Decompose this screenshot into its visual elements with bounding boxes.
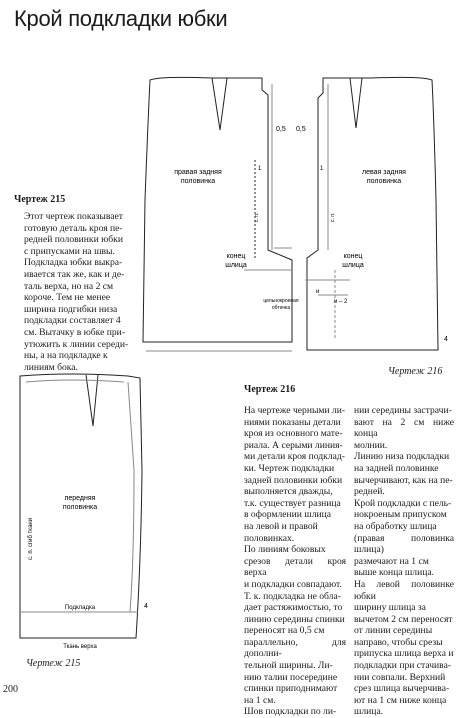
drawing-216-figure-label: Чертеж 216: [388, 366, 443, 377]
right-back-pattern: [143, 77, 292, 351]
left-back-pattern: [305, 77, 438, 350]
left-back-label-2: половинка: [366, 178, 402, 185]
slit-end-left-1: конец: [226, 253, 246, 260]
right-back-label-1: правая задняя: [174, 169, 222, 176]
dim-i: и: [316, 289, 320, 295]
left-back-label-1: левая задняя: [362, 169, 406, 176]
fold-label: с. п. сгиб ткани: [28, 517, 34, 560]
drawing-216-caption: Чертеж 216: [244, 384, 296, 395]
slit-end-right-2: шлица: [342, 262, 364, 269]
dim-1-left: 1: [320, 166, 324, 172]
dim-05-right: 0,5: [276, 126, 286, 133]
drawing-216-text-col2: нии середины застрачи- вают на 2 см ниже конца молнии. Линию низа подкладки на задней половинке вычерчивают, как на пе- редней. Крой подкладки с пель- нокроеным припуском на обработку шлица (правая половинка шлица) размечают на 1 см выше конца шлица. На левой половинке юбки ширину шлица за вычетом 2 см переносят от линии середины направо, чтобы срезы припуска шлица верха и подкладки при стачива- нии совпали. Верхний срез шлица вычерчива- ют на 1 см ниже конца шлица.: [354, 405, 454, 718]
front-label-2: половинка: [62, 504, 98, 511]
one-piece-facing-1: цельнокроеная: [263, 298, 299, 304]
one-piece-facing-2: обтачка: [271, 305, 291, 311]
page-title: Крой подкладки юбки: [14, 6, 228, 31]
dim-05-left: 0,5: [296, 126, 306, 133]
dim-4-215: 4: [144, 603, 148, 610]
front-label-1: передняя: [64, 495, 96, 502]
sp-right: с. п.: [254, 212, 260, 222]
drawing-215-caption: Чертеж 215: [14, 194, 66, 205]
drawing-216-text-col1: На чертеже черными ли- ниями показаны детали кроя из основного мате- риала. А серыми линия- ми детали кроя подклад- ки. Чертеж подкладки задней половинки юбки выполняется дважды, т.к. существует разница в оформлении шлица на левой и правой половинках. По линиям боковых срезов детали кроя верха и подкладки совпадают. Т. к. подкладка не обла- дает растяжимостью, то линию середины спинки переносят на 0,5 см параллельно, для дополни- тельной ширины. Ли- нию талии посередине спинки приподнимают на 1 см. Шов подкладки по ли-: [244, 405, 346, 718]
right-back-label-2: половинка: [180, 178, 216, 185]
slit-end-right-1: конец: [343, 253, 363, 260]
drawing-215-figure-label: Чертеж 215: [26, 658, 81, 669]
drawing-215-text: Этот чертеж показывает готовую деталь кроя пе- редней половинки юбки с припусками на швы. Подкладка юбки выкра- ивается так же, как и де- таль верха, но на 2 см короче. Тем не менее ширина подгибки низа подкладки составляет 4 см. Вытачку в юбке при- утюжить к линии середи- ны, а на подкладке к линиям бока.: [24, 211, 129, 373]
page-number: 200: [3, 684, 18, 695]
dim-4-216: 4: [444, 336, 448, 343]
slit-end-left-2: шлица: [225, 262, 247, 269]
dim-1-right: 1: [258, 166, 262, 172]
lining-label: Подкладка: [64, 605, 96, 611]
fabric-label: Ткань верха: [63, 644, 97, 650]
dim-n-2: и – 2: [334, 299, 348, 305]
sp-left: с. п.: [330, 212, 336, 222]
